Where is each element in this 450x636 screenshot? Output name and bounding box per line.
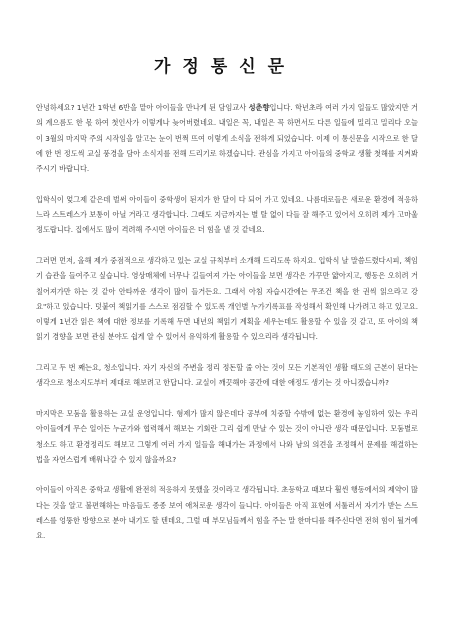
- paragraph-group-rule: 마지막은 모둠을 활용하는 교실 운영입니다. 형제가 많지 않은데다 공부에 치중할 수밖에 없는 환경에 놓임하여 있는 우리 아이들에게 무슨 일이든 누군가와 협력해서 해보는 기회란 그리 쉽게 만날 수 있는 것이 아니란 생각 때문입니다. 모둠별로 청소도 하고 환경정리도 해보고 그렇게 여러 가지 일들을 해내가는 과정에서 나와 남의 의견을 조정해서 문제를 해결하는 법을 자연스럽게 배워나갈 수 있지 않을까요?: [36, 408, 418, 464]
- paragraph-cleaning-rule: 그리고 두 번 째는요, 청소입니다. 자기 자신의 주변을 정리 정돈할 줄 아는 것이 모든 기본적인 생활 태도의 근본이 된다는 생각으로 청소지도부터 제대로 해보려고 한답니다. 교실이 깨끗해야 공간에 대한 애정도 생기는 것 아니겠습니까?: [36, 363, 418, 388]
- paragraph-closing: 아이들이 아직은 중학교 생활에 완전히 적응하지 못했을 것이라고 생각됩니다. 초등학교 때보다 훨씬 행동에서의 제약이 많다는 것을 알고 불편해하는 마음들도 종종 보여 애처로운 생각이 들니다. 아이들은 아직 표현에 서툴러서 자기가 받는 스트레스를 엉뚱한 방향으로 분아 내기도 할 텐데요, 그럴 때 부모님들께서 힘을 주는 말 한마디를 해주신다면 전혀 힘이 될거예요.: [36, 485, 418, 541]
- teacher-name: 성춘향: [248, 103, 270, 112]
- greeting-text-2: 입니다. 학년초라 여러 가지 일들도 많았지만 거의 계으름도 한 몫 하여 첫인사가 이렇게나 늦어버렸네요. 내일은 꼭, 내일은 꼭 하면서도 다른 일들에 밀리고 밀리다 오늘이 3월의 마지막 주의 시작임을 알고는 눈이 번쩍 뜨여 이렇게 소식을 전하게 되었습니다. 이제 이 통신문을 시작으로 한 달에 한 번 정도씩 교실 풍경을 담아 소식지를 전해 드리기로 하겠습니다. 관심을 가지고 아이들의 중학교 생활 첫해를 지켜봐 주시기 바랍니다.: [36, 103, 418, 174]
- page-title: 가정통신문: [153, 57, 297, 77]
- paragraph-adjustment: 입학식이 엊그제 같은데 벌써 아이들이 중학생이 된지가 한 달이 다 되어 가고 있네요. 나름대로들은 새로운 환경에 적응하느라 스트레스가 보통이 아닐 거라고 생각합니다. 그래도 지금까지는 별 탈 없이 다들 잘 해주고 있어서 오히려 제가 고마울 정도랍니다. 집에서도 많이 격려해 주시면 아이들은 더 힘을 낼 것 같네요.: [36, 194, 418, 235]
- newsletter-body: [36, 100, 418, 544]
- greeting-text-1: 안녕하세요? 1년간 1학년 6반을 맡아 아이들을 만나게 된 담임교사: [36, 103, 249, 112]
- paragraph-reading-rule: 그러면 먼저, 올해 제가 중점적으로 생각하고 있는 교실 규칙부터 소개해 드리도록 하지요. 입학식 날 말씀드렸다시피, 책임기 습관을 들여주고 싶습니다. 영상매체에 너무나 길들여져 가는 아이들을 보면 생각은 가꾸만 얇아지고, 행동은 오히려 거칠어져가만 하는 것 같아 안타까운 생각이 많이 들거든요. 그래서 아침 자습시간에는 무조건 책을 한 권씩 읽으라고 강요"하고 있습니다. 덧붙여 책읽기를 스스로 점검할 수 있도록 개인별 누가기록표를 작성해서 확인해 나가려고 하고 있고요. 이렇게 1년간 읽은 책에 대한 정보를 기록해 두면 내년의 책읽기 계획을 세우는데도 활용할 수 있을 것 같고, 또 아이의 책읽기 경향을 보면 관심 분야도 쉽게 알 수 있어서 유익하게 활용할 수 있으리라 생각됩니다.: [36, 255, 418, 342]
- greeting-paragraph: [36, 100, 418, 176]
